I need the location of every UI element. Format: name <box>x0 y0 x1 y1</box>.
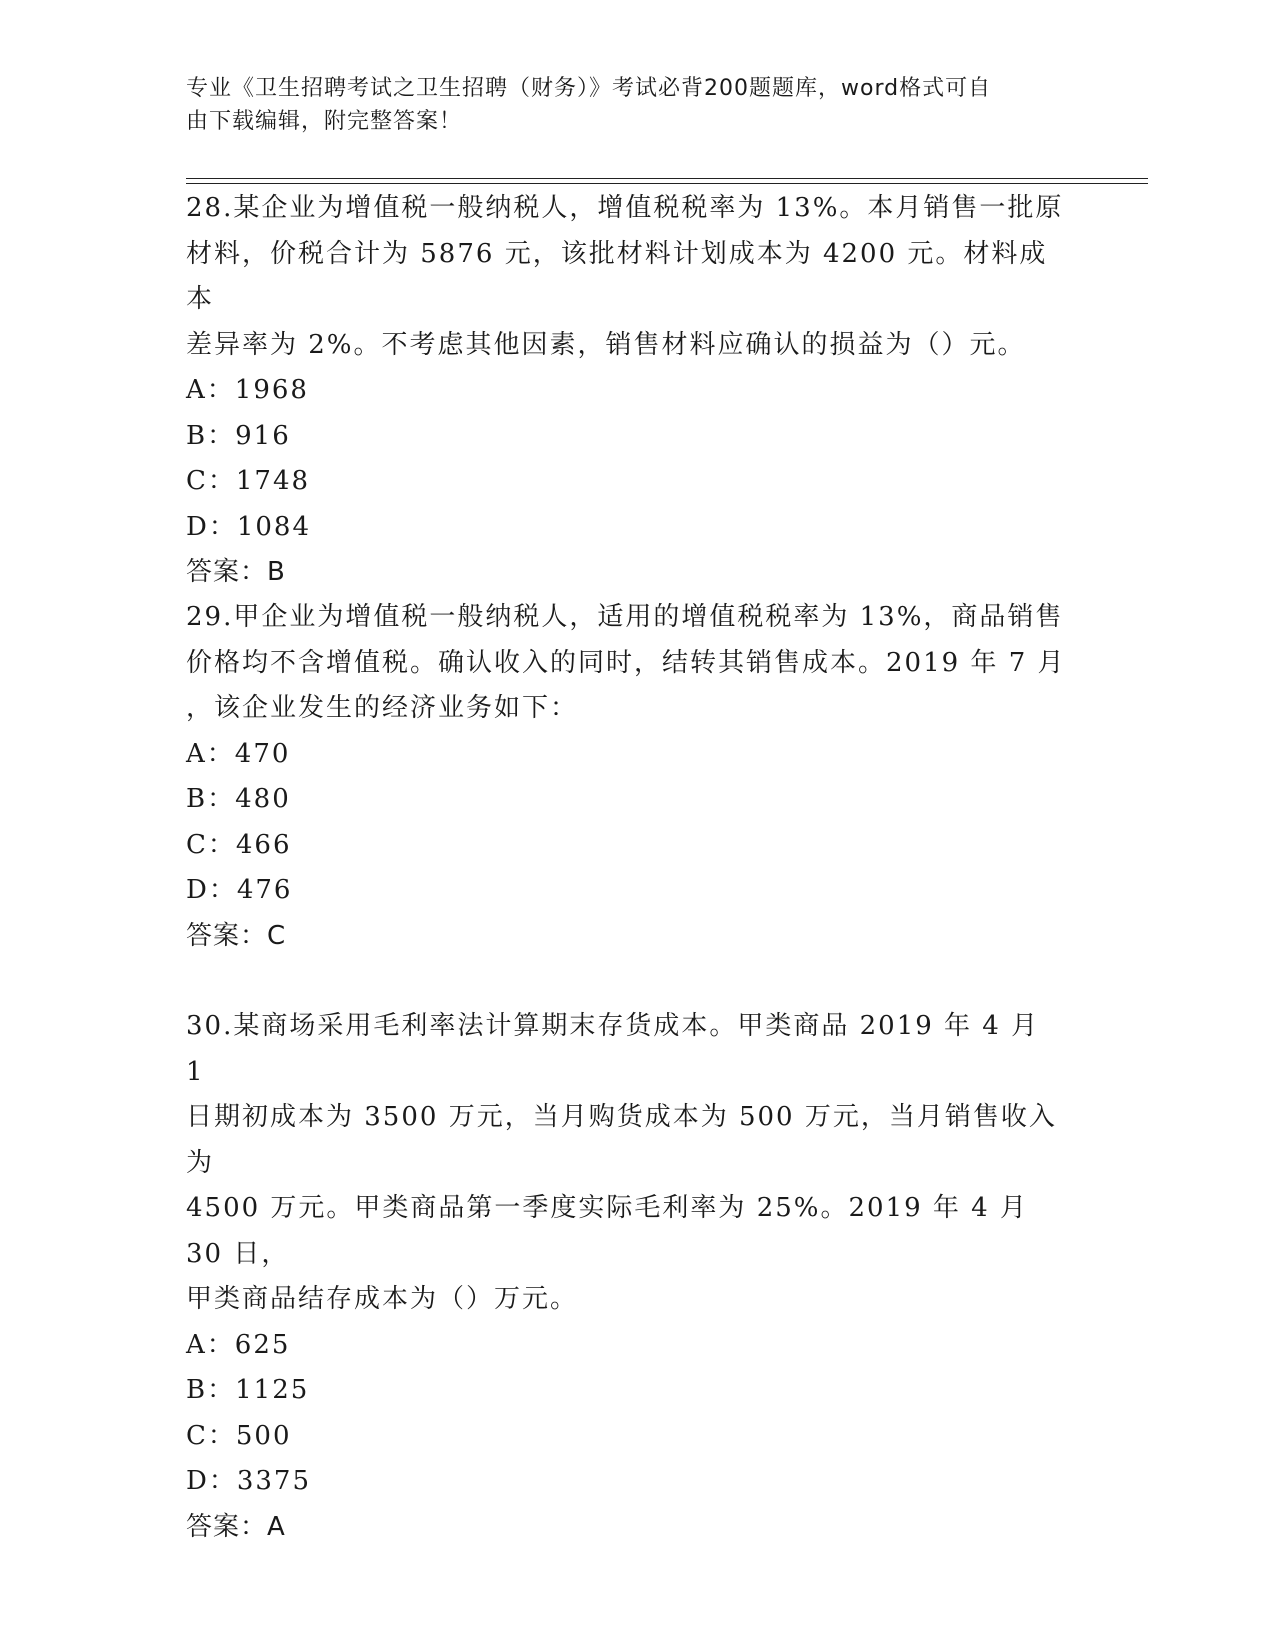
header-double-rule <box>186 178 1148 184</box>
option-b: B：1125 <box>186 1375 310 1405</box>
question-stem-line: ，该企业发生的经济业务如下： <box>186 693 579 723</box>
answer-line: 答案：C <box>186 920 287 951</box>
question-30 <box>186 1004 1066 1550</box>
question-stem-line: 29.甲企业为增值税一般纳税人，适用的增值税税率为 13%，商品销售 <box>186 602 1064 632</box>
option-c: C：500 <box>186 1420 292 1451</box>
option-b: B：916 <box>186 420 291 451</box>
question-stem-line: 28.某企业为增值税一般纳税人，增值税税率为 13%。本月销售一批原 <box>186 193 1064 223</box>
answer-line: 答案：A <box>186 1511 286 1542</box>
question-stem-line: 4500 万元。甲类商品第一季度实际毛利率为 25%。2019 年 4 月 30 日， <box>186 1193 1028 1269</box>
option-a: A：625 <box>186 1329 291 1360</box>
question-29 <box>186 595 1066 959</box>
header-line-2: 由下载编辑，附完整答案！ <box>186 109 463 134</box>
option-d: D：1084 <box>186 511 312 542</box>
question-stem-line: 甲类商品结存成本为（）万元。 <box>186 1284 579 1314</box>
question-stem-line: 差异率为 2%。不考虑其他因素，销售材料应确认的损益为（）元。 <box>186 329 1026 360</box>
option-c: C：466 <box>186 829 292 860</box>
option-d: D：3375 <box>186 1466 312 1496</box>
question-stem-line: 价格均不含增值税。确认收入的同时，结转其销售成本。2019 年 7 月 <box>186 647 1066 678</box>
option-a: A：470 <box>186 738 291 769</box>
option-c: C：1748 <box>186 466 311 496</box>
question-stem-line: 日期初成本为 3500 万元，当月购货成本为 500 万元，当月销售收入为 <box>186 1102 1057 1178</box>
question-stem-line: 30.某商场采用毛利率法计算期末存货成本。甲类商品 2019 年 4 月 1 <box>186 1011 1040 1087</box>
answer-line: 答案：B <box>186 557 286 587</box>
option-d: D：476 <box>186 875 293 905</box>
document-header <box>186 72 1066 138</box>
question-stem-line: 材料，价税合计为 5876 元，该批材料计划成本为 4200 元。材料成本 <box>186 238 1048 314</box>
option-a: A：1968 <box>186 375 309 405</box>
question-28 <box>186 186 1066 596</box>
option-b: B：480 <box>186 784 291 814</box>
header-line-1: 专业《卫生招聘考试之卫生招聘（财务）》考试必背200题题库，word格式可自 <box>186 76 992 101</box>
